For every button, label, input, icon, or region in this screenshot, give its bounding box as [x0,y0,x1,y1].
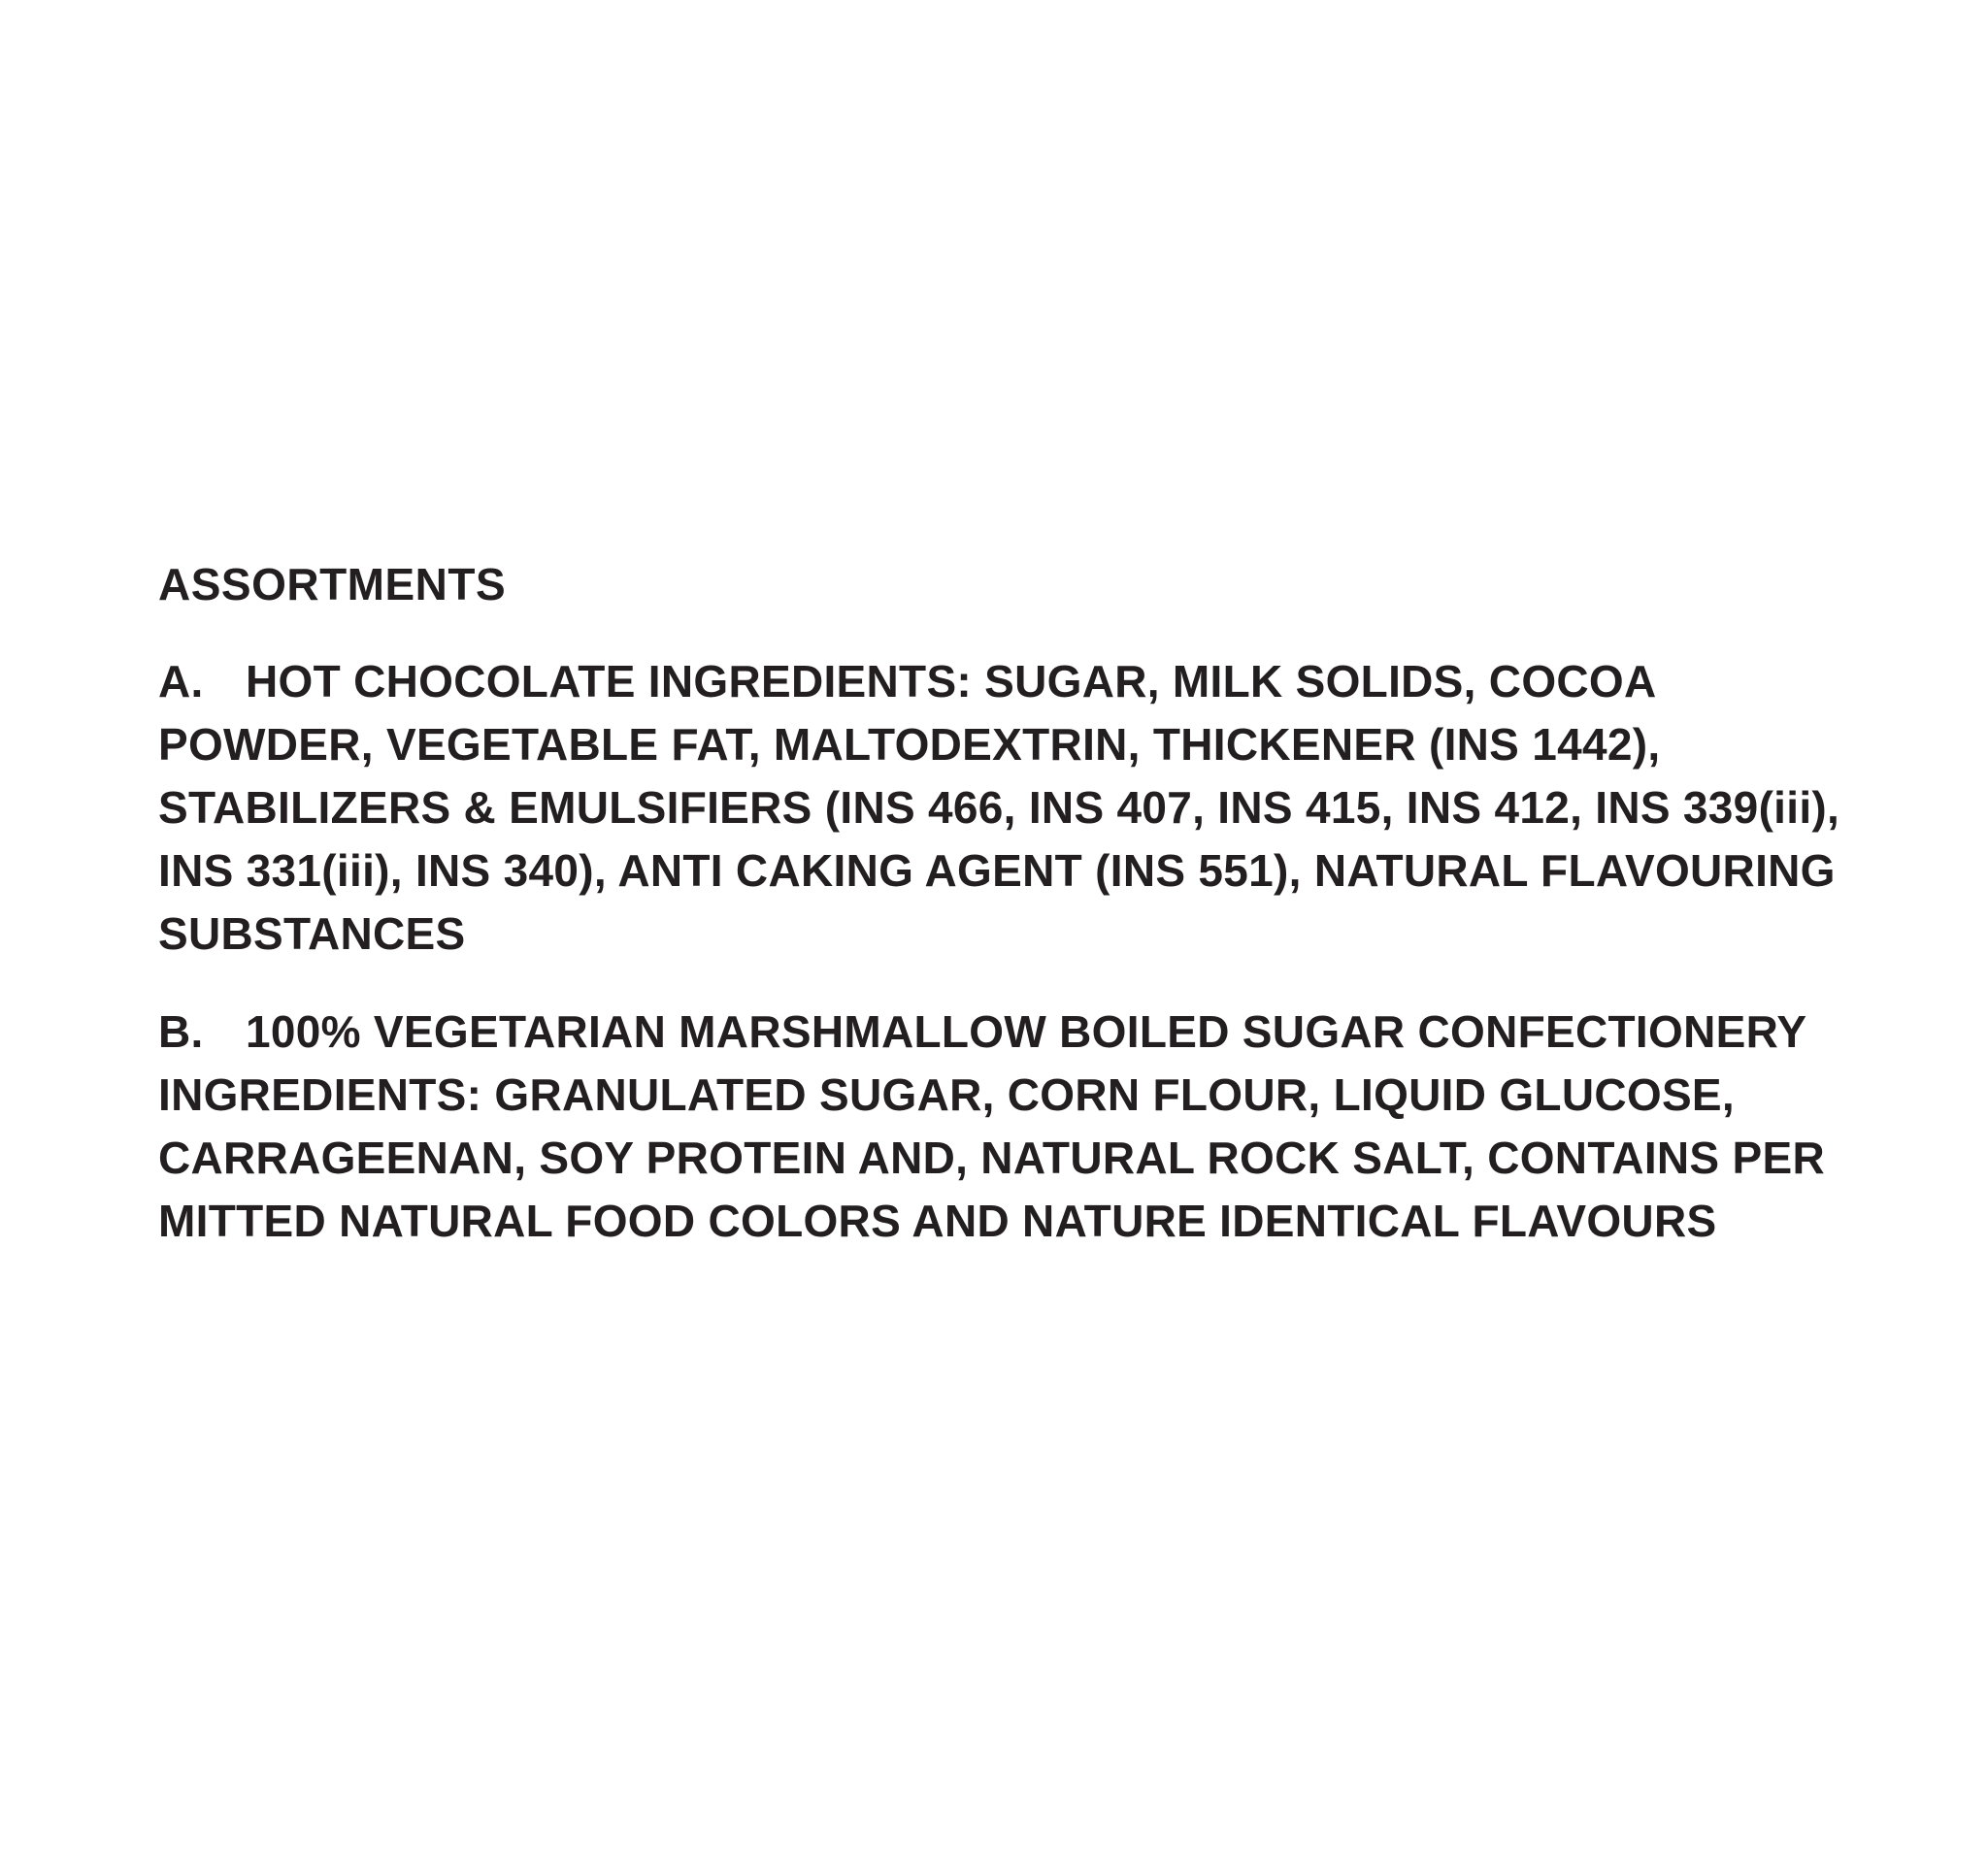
item-marker: B. [158,1006,204,1057]
item-text: 100% VEGETARIAN MARSHMALLOW BOILED SUGAR CONFECTIONERY INGREDIENTS: GRANULATED SUGAR, CORN FLOUR, LIQUID GLUCOSE, CARRAGEENAN, SOY PROTEIN AND, NATURAL ROCK SALT, CONTAINS PER MITTED NATURAL FOOD COLORS AND NATURE IDENTICAL FLAVOURS [158,1006,1825,1246]
assortment-item-a [158,650,1847,966]
item-marker: A. [158,656,204,706]
assortment-item-b [158,1001,1847,1253]
section-title: ASSORTMENTS [158,559,507,609]
item-text: HOT CHOCOLATE INGREDIENTS: SUGAR, MILK SOLIDS, COCOA POWDER, VEGETABLE FAT, MALTODEXTRIN, THICKENER (INS 1442), STABILIZERS & EMULSIFIERS (INS 466, INS 407, INS 415, INS 412, INS 339(iii), INS 331(iii), INS 340), ANTI CAKING AGENT (INS 551), NATURAL FLAVOURING SUBSTANCES [158,656,1840,959]
ingredients-document [158,559,1847,1288]
